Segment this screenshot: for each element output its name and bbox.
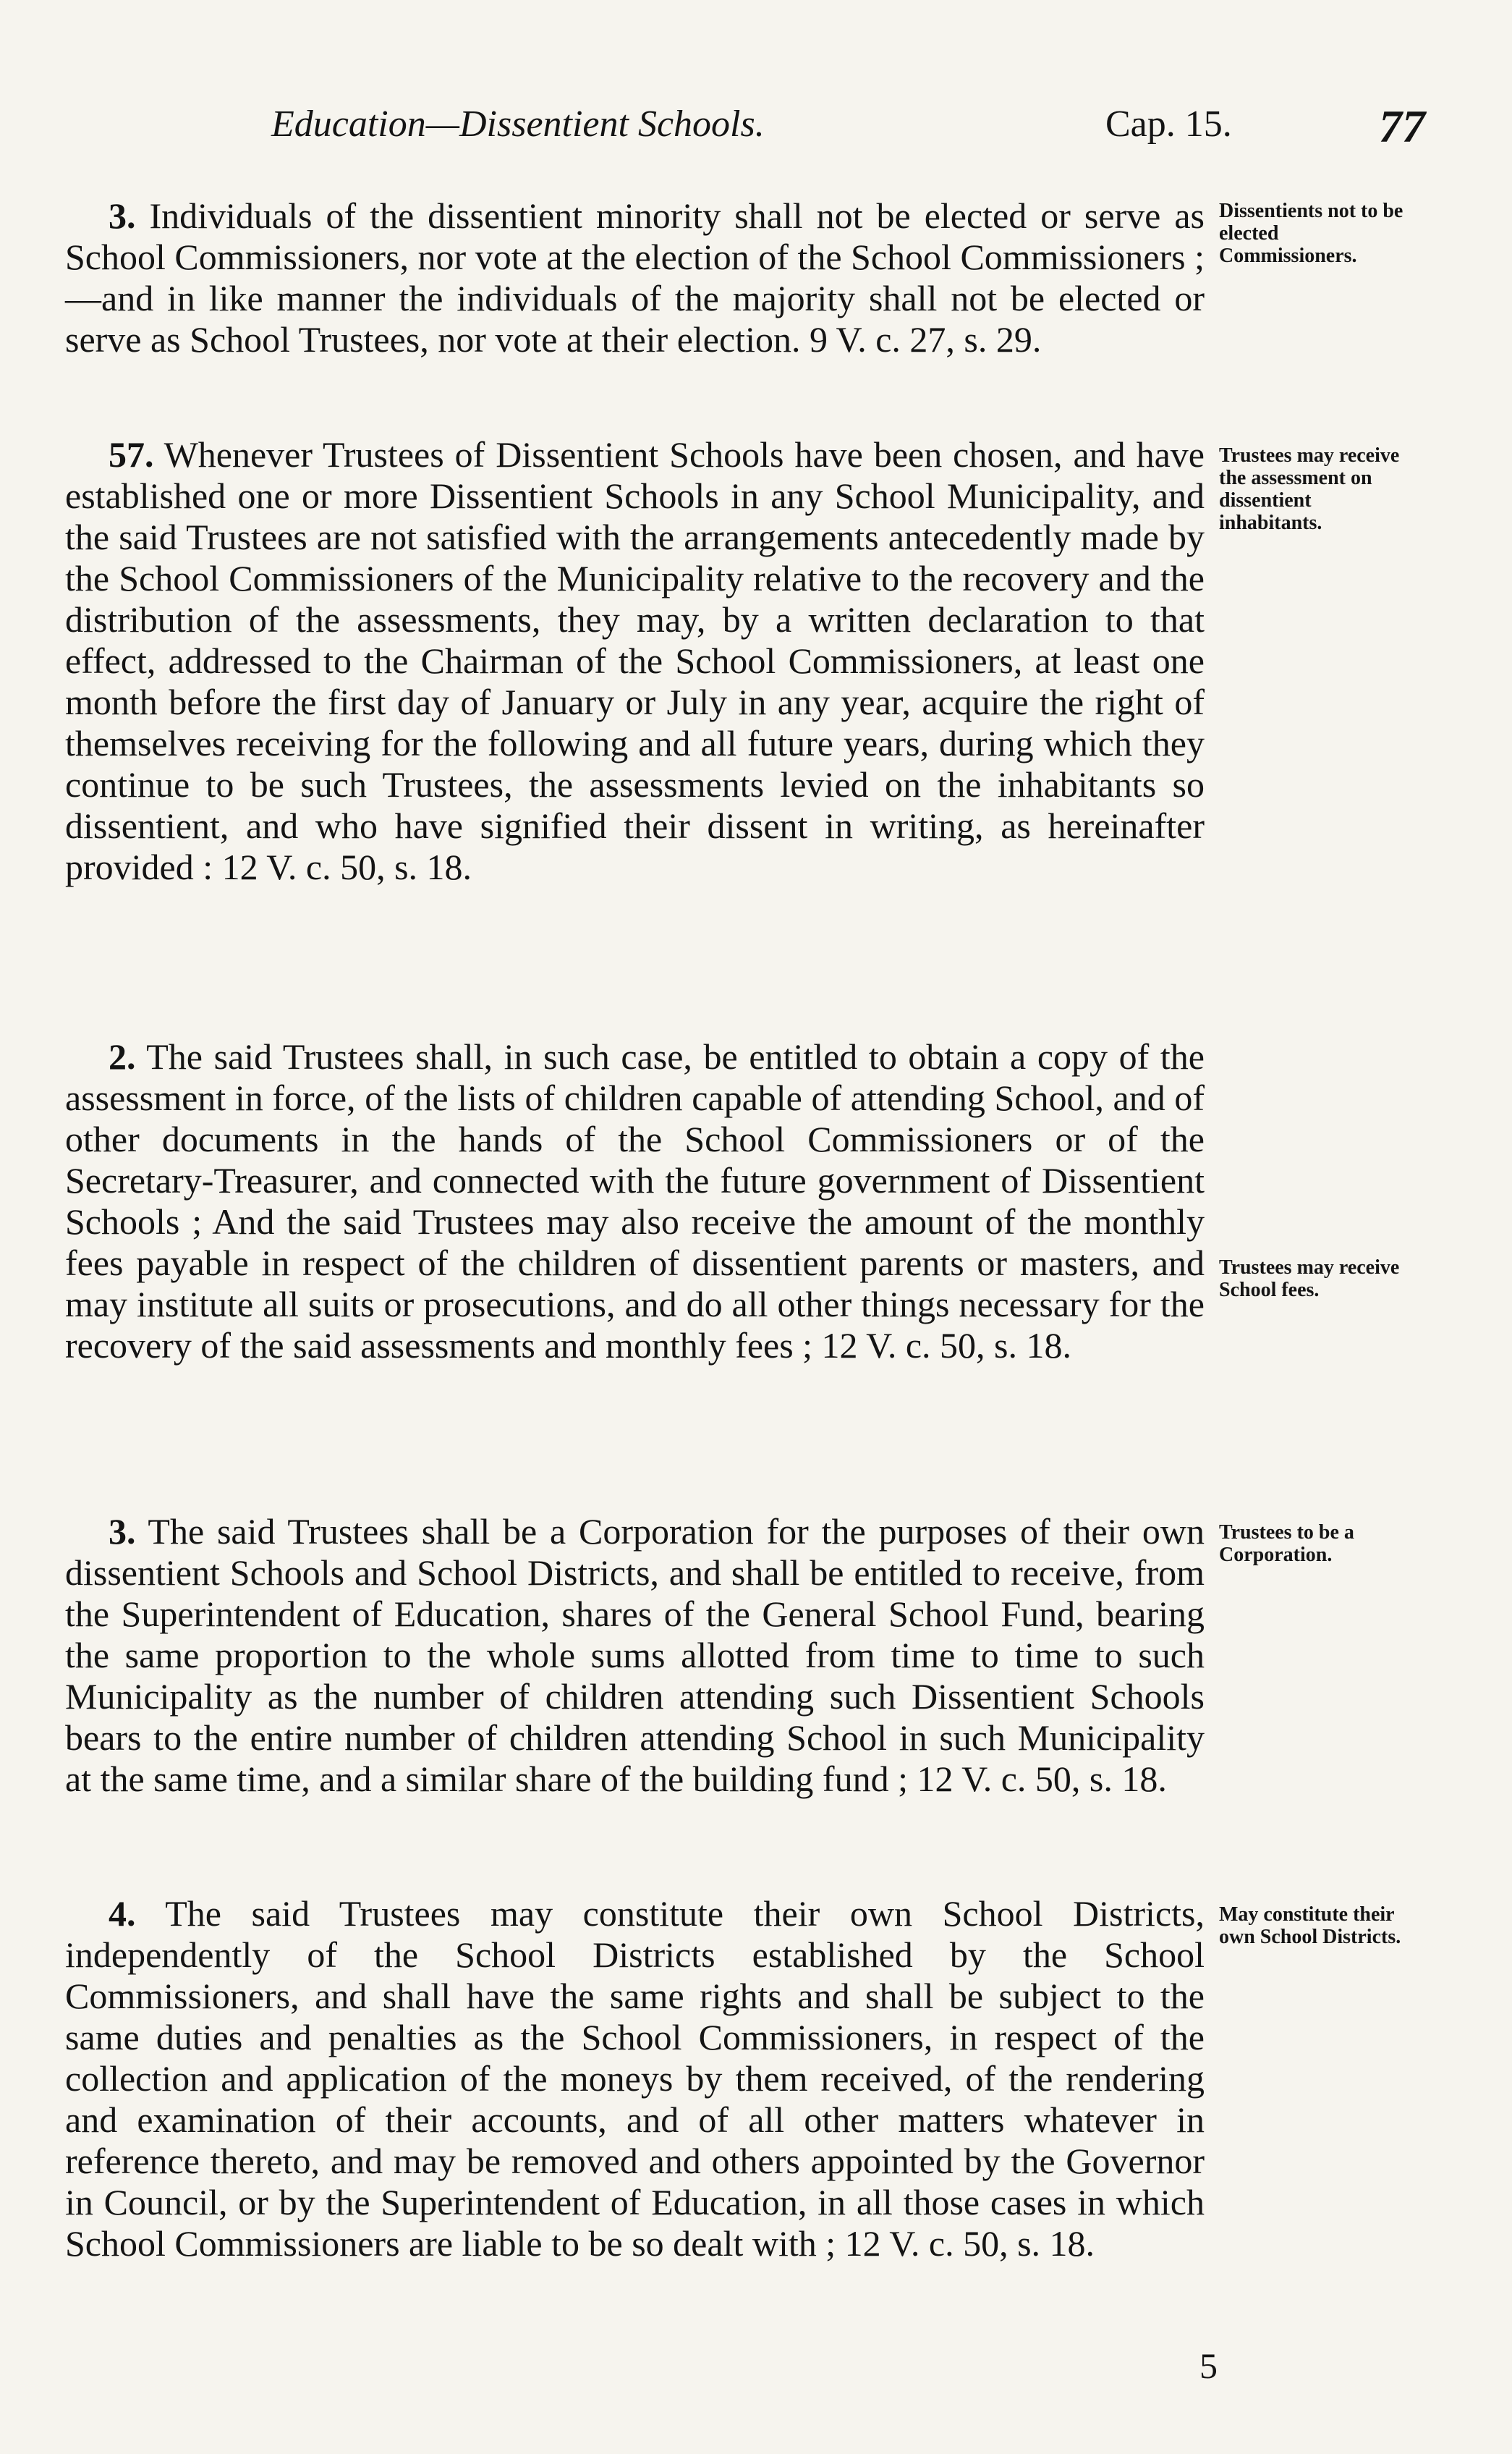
section-text: Whenever Trustees of Dissentient Schools have been chosen, and have established one or more Dissentient Schools in any School Municipality, and the said Trustees are not satisfied with the arrangements antecedently made by the School Commissioners of the Municipality relative to the recovery and the distribution of the assessments, they may, by a written declaration to that effect, addressed to the Chairman of the School Commissioners, at least one month before the first day of January or July in any year, acquire the right of themselves receiving for the following and all future years, during which they continue to be such Trustees, the assessments levied on the inhabitants so dissentient, and who have signified their dissent in writing, as hereinafter provided : 12 V. c. 50, s. 18. xyxy=(65,434,1205,887)
section-4-districts xyxy=(65,1893,1205,2264)
paragraph xyxy=(65,434,1205,888)
section-2-copy-assessment xyxy=(65,1036,1205,1366)
section-3-corporation xyxy=(65,1511,1205,1800)
section-number: 3. xyxy=(109,1511,136,1552)
paragraph xyxy=(65,1893,1205,2264)
margin-note-dissentients: Dissentients not to be elected Commissioners. xyxy=(1219,200,1403,267)
section-text: The said Trustees shall, in such case, be entitled to obtain a copy of the assessment in force, of the lists of children capable of attending School, and of other documents in the hands of the School Commissioners or of the Secretary-Treasurer, and connected with the future government of Dissentient Schools ; And the said Trustees may also receive the amount of the monthly fees payable in respect of the children of dissentient parents or masters, and may institute all suits or prosecutions, and do all other things necessary for the recovery of the said assessments and monthly fees ; 12 V. c. 50, s. 18. xyxy=(65,1036,1205,1366)
section-number: 3. xyxy=(109,195,136,236)
section-57 xyxy=(65,434,1205,888)
section-3-dissentients xyxy=(65,195,1205,360)
margin-note-districts: May constitute their own School Districts. xyxy=(1219,1903,1401,1948)
running-title: Education—Dissentient Schools. xyxy=(271,103,765,145)
page-header xyxy=(65,103,1425,168)
margin-note-assessment: Trustees may receive the assessment on dissentient inhabitants. xyxy=(1219,444,1400,534)
section-number: 4. xyxy=(109,1893,136,1934)
margin-note-corporation: Trustees to be a Corporation. xyxy=(1219,1521,1354,1566)
section-text: The said Trustees may constitute their own School Districts, independently of the School Districts established by the School Commissioners, and shall have the same rights and shall be subject to the same duties and penalties as the School Commissioners, in respect of the collection and application of the moneys by them received, of the rendering and examination of their accounts, and of all other matters whatever in reference thereto, and may be removed and others appointed by the Governor in Council, or by the Superintendent of Education, in all those cases in which School Commissioners are liable to be so dealt with ; 12 V. c. 50, s. 18. xyxy=(65,1893,1205,2264)
section-text: The said Trustees shall be a Corporation for the purposes of their own dissentient Schools and School Districts, and shall be entitled to receive, from the Superintendent of Education, shares of the General School Fund, bearing the same proportion to the whole sums allotted from time to time to such Municipality as the number of children attending such Dissentient Schools bears to the entire number of children attending School in such Municipality at the same time, and a similar share of the building fund ; 12 V. c. 50, s. 18. xyxy=(65,1511,1205,1799)
paragraph xyxy=(65,1511,1205,1800)
signature-mark: 5 xyxy=(1199,2345,1218,2386)
section-text: Individuals of the dissentient minority shall not be elected or serve as School Commissioners, nor vote at the election of the School Commissioners ;—and in like manner the individuals of the majority shall not be elected or serve as School Trustees, nor vote at their election. 9 V. c. 27, s. 29. xyxy=(65,195,1205,360)
page-number: 77 xyxy=(1379,101,1425,152)
paragraph xyxy=(65,1036,1205,1366)
paragraph xyxy=(65,195,1205,360)
chapter-label: Cap. 15. xyxy=(1105,103,1232,145)
section-number: 2. xyxy=(109,1036,136,1077)
section-number: 57. xyxy=(109,434,154,475)
margin-note-fees: Trustees may receive School fees. xyxy=(1219,1256,1400,1301)
